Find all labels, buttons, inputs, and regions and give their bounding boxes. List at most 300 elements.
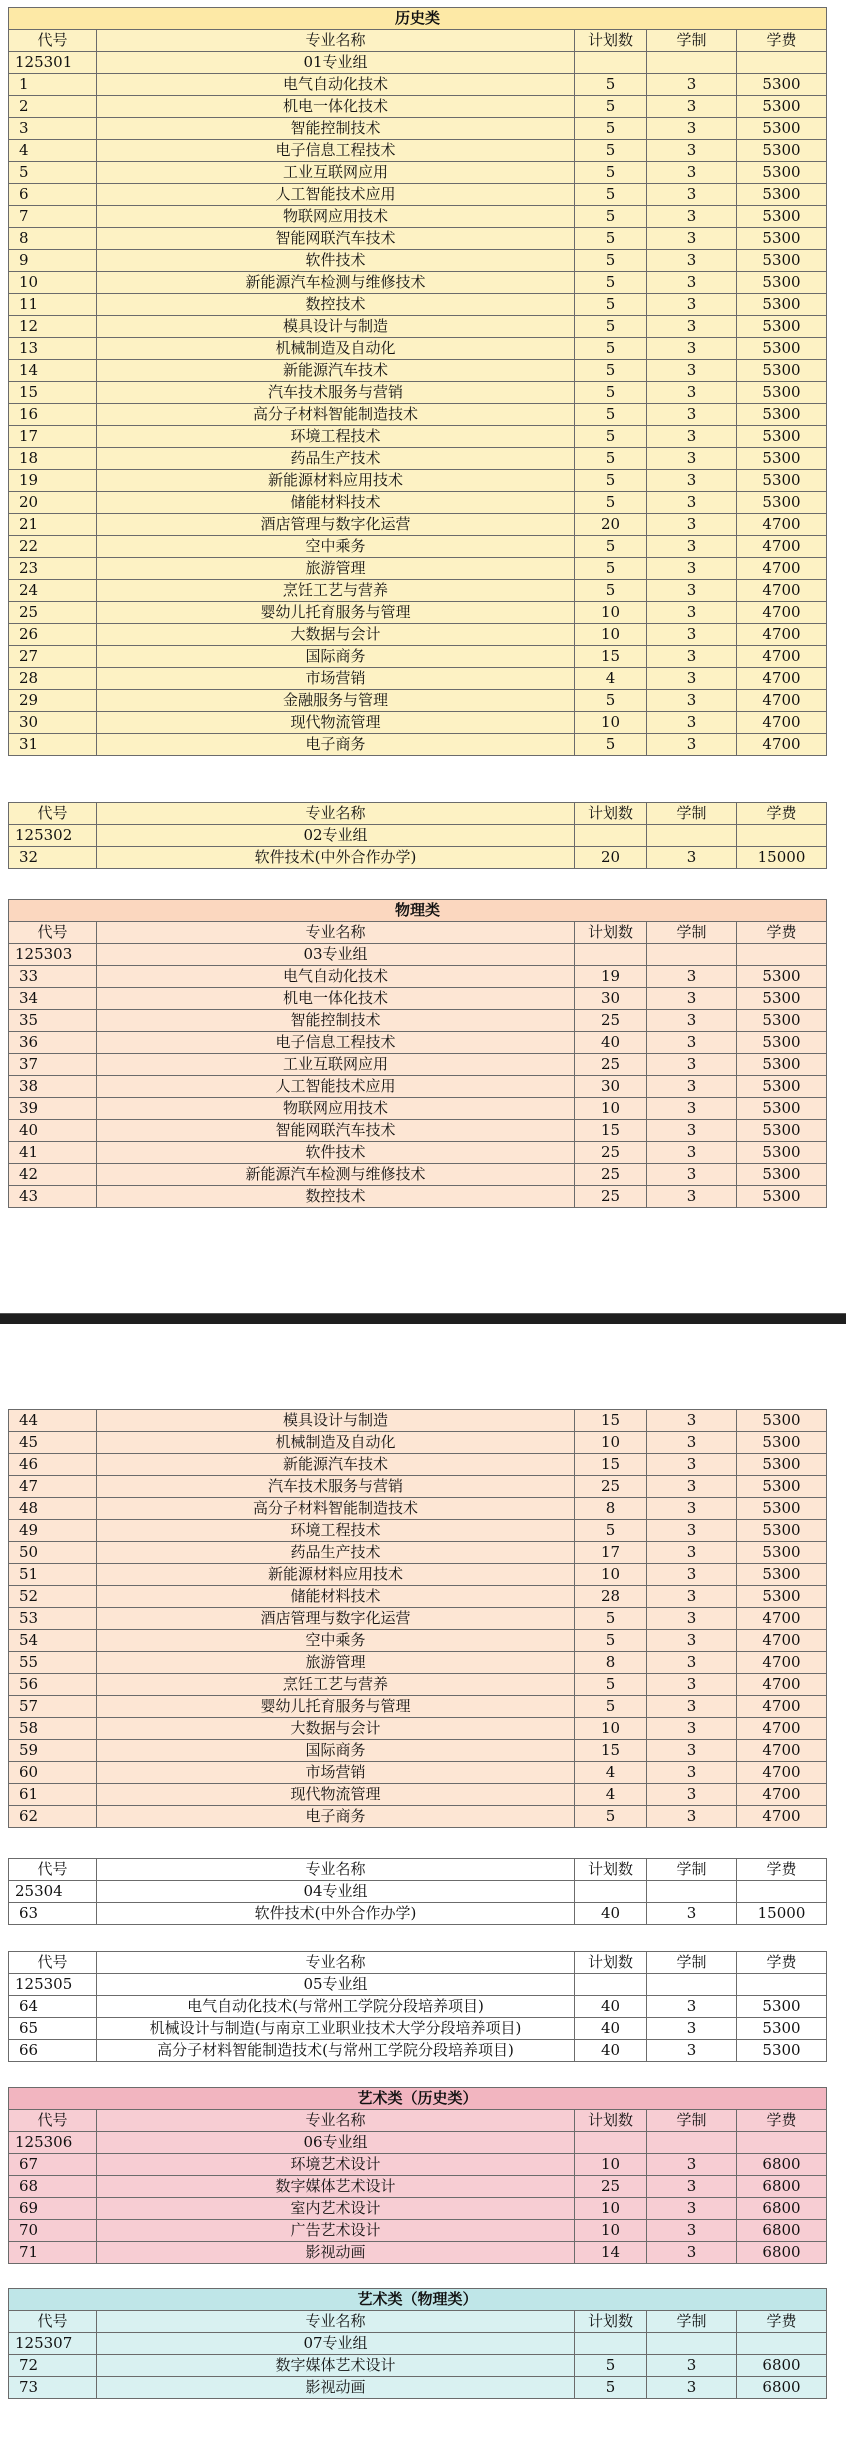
row-years: 3 <box>647 1564 737 1586</box>
row-fee: 5300 <box>737 118 827 140</box>
group-row <box>9 944 827 966</box>
row-fee: 5300 <box>737 1564 827 1586</box>
row-fee: 5300 <box>737 1098 827 1120</box>
row-plan: 10 <box>575 2220 647 2242</box>
table-row <box>9 1432 827 1454</box>
row-years: 3 <box>647 1410 737 1432</box>
row-major: 电子商务 <box>97 734 575 756</box>
table-row <box>9 1054 827 1076</box>
row-plan: 5 <box>575 228 647 250</box>
row-plan: 10 <box>575 712 647 734</box>
row-plan: 30 <box>575 988 647 1010</box>
row-code: 65 <box>9 2018 97 2040</box>
header-row <box>9 2311 827 2333</box>
row-plan: 17 <box>575 1542 647 1564</box>
row-major: 电气自动化技术 <box>97 74 575 96</box>
header-years: 学制 <box>647 1952 737 1974</box>
group-code: 25304 <box>9 1881 97 1903</box>
row-fee: 5300 <box>737 1586 827 1608</box>
row-plan: 5 <box>575 2377 647 2399</box>
row-fee: 5300 <box>737 382 827 404</box>
row-fee: 5300 <box>737 1010 827 1032</box>
row-years: 3 <box>647 2220 737 2242</box>
row-major: 智能控制技术 <box>97 1010 575 1032</box>
section-art-physics <box>8 2288 826 2399</box>
row-plan: 10 <box>575 602 647 624</box>
row-major: 汽车技术服务与营销 <box>97 382 575 404</box>
row-code: 15 <box>9 382 97 404</box>
section-title: 艺术类（物理类） <box>9 2289 827 2311</box>
page-break-divider <box>0 1313 846 1324</box>
row-years: 3 <box>647 2377 737 2399</box>
group-name: 02专业组 <box>97 825 575 847</box>
row-years: 3 <box>647 2176 737 2198</box>
group-row <box>9 2132 827 2154</box>
table-row <box>9 382 827 404</box>
table-row <box>9 1010 827 1032</box>
row-code: 29 <box>9 690 97 712</box>
group-name: 06专业组 <box>97 2132 575 2154</box>
row-fee: 5300 <box>737 250 827 272</box>
row-fee: 5300 <box>737 988 827 1010</box>
row-code: 16 <box>9 404 97 426</box>
table-row <box>9 1476 827 1498</box>
row-plan: 5 <box>575 470 647 492</box>
row-plan: 5 <box>575 734 647 756</box>
row-code: 23 <box>9 558 97 580</box>
row-plan: 8 <box>575 1652 647 1674</box>
row-plan: 10 <box>575 1564 647 1586</box>
table-row <box>9 646 827 668</box>
row-major: 智能控制技术 <box>97 118 575 140</box>
row-major: 旅游管理 <box>97 1652 575 1674</box>
table-row <box>9 1696 827 1718</box>
row-fee: 5300 <box>737 162 827 184</box>
row-years: 3 <box>647 558 737 580</box>
row-plan: 25 <box>575 2176 647 2198</box>
row-major: 高分子材料智能制造技术 <box>97 1498 575 1520</box>
row-plan: 15 <box>575 1410 647 1432</box>
row-code: 10 <box>9 272 97 294</box>
row-fee: 5300 <box>737 140 827 162</box>
row-years: 3 <box>647 338 737 360</box>
group-row <box>9 1881 827 1903</box>
group-row <box>9 2333 827 2355</box>
row-major: 数字媒体艺术设计 <box>97 2176 575 2198</box>
row-plan: 5 <box>575 1630 647 1652</box>
row-major: 影视动画 <box>97 2242 575 2264</box>
row-code: 26 <box>9 624 97 646</box>
table-row <box>9 492 827 514</box>
row-major: 国际商务 <box>97 646 575 668</box>
header-row <box>9 1859 827 1881</box>
table-row <box>9 1076 827 1098</box>
row-years: 3 <box>647 316 737 338</box>
row-years: 3 <box>647 1476 737 1498</box>
row-years: 3 <box>647 668 737 690</box>
row-code: 50 <box>9 1542 97 1564</box>
section-art-history <box>8 2087 826 2264</box>
row-fee: 4700 <box>737 1630 827 1652</box>
row-years: 3 <box>647 1432 737 1454</box>
table-row <box>9 712 827 734</box>
group-code: 125302 <box>9 825 97 847</box>
row-major: 室内艺术设计 <box>97 2198 575 2220</box>
table-row <box>9 2198 827 2220</box>
row-years: 3 <box>647 1164 737 1186</box>
row-fee: 5300 <box>737 360 827 382</box>
row-code: 11 <box>9 294 97 316</box>
table-row <box>9 1718 827 1740</box>
header-years: 学制 <box>647 803 737 825</box>
row-years: 3 <box>647 272 737 294</box>
row-major: 酒店管理与数字化运营 <box>97 514 575 536</box>
row-fee: 5300 <box>737 1410 827 1432</box>
row-plan: 10 <box>575 1098 647 1120</box>
row-plan: 5 <box>575 1608 647 1630</box>
table-row <box>9 140 827 162</box>
header-code: 代号 <box>9 2311 97 2333</box>
table-physics-continued <box>8 1409 827 1828</box>
row-plan: 40 <box>575 1996 647 2018</box>
row-years: 3 <box>647 184 737 206</box>
row-fee: 5300 <box>737 2040 827 2062</box>
row-years: 3 <box>647 690 737 712</box>
row-plan: 10 <box>575 2154 647 2176</box>
row-fee: 4700 <box>737 1674 827 1696</box>
group-code: 125301 <box>9 52 97 74</box>
row-major: 药品生产技术 <box>97 448 575 470</box>
row-years: 3 <box>647 1098 737 1120</box>
row-major: 市场营销 <box>97 668 575 690</box>
section-title: 物理类 <box>9 900 827 922</box>
table-history <box>8 7 827 756</box>
header-fee: 学费 <box>737 1859 827 1881</box>
row-plan: 5 <box>575 536 647 558</box>
table-row <box>9 184 827 206</box>
row-code: 38 <box>9 1076 97 1098</box>
row-plan: 4 <box>575 1784 647 1806</box>
row-code: 22 <box>9 536 97 558</box>
row-plan: 19 <box>575 966 647 988</box>
header-plan: 计划数 <box>575 1859 647 1881</box>
row-major: 新能源汽车检测与维修技术 <box>97 1164 575 1186</box>
row-plan: 5 <box>575 140 647 162</box>
header-code: 代号 <box>9 30 97 52</box>
row-major: 人工智能技术应用 <box>97 184 575 206</box>
group-row <box>9 825 827 847</box>
row-code: 33 <box>9 966 97 988</box>
group-code: 125303 <box>9 944 97 966</box>
row-code: 67 <box>9 2154 97 2176</box>
row-major: 新能源材料应用技术 <box>97 470 575 492</box>
table-row <box>9 1120 827 1142</box>
row-code: 39 <box>9 1098 97 1120</box>
row-years: 3 <box>647 1608 737 1630</box>
row-fee: 4700 <box>737 712 827 734</box>
row-years: 3 <box>647 624 737 646</box>
row-years: 3 <box>647 404 737 426</box>
row-code: 46 <box>9 1454 97 1476</box>
row-major: 烹饪工艺与营养 <box>97 580 575 602</box>
row-years: 3 <box>647 712 737 734</box>
row-fee: 5300 <box>737 1032 827 1054</box>
row-fee: 4700 <box>737 1696 827 1718</box>
row-years: 3 <box>647 1652 737 1674</box>
row-fee: 4700 <box>737 1718 827 1740</box>
row-fee: 4700 <box>737 536 827 558</box>
row-major: 新能源汽车技术 <box>97 360 575 382</box>
table-row <box>9 1784 827 1806</box>
table-row <box>9 1410 827 1432</box>
row-plan: 10 <box>575 2198 647 2220</box>
table-row <box>9 1164 827 1186</box>
row-plan: 4 <box>575 668 647 690</box>
table-row <box>9 294 827 316</box>
row-years: 3 <box>647 734 737 756</box>
row-years: 3 <box>647 1032 737 1054</box>
row-fee: 6800 <box>737 2242 827 2264</box>
row-years: 3 <box>647 1696 737 1718</box>
row-fee: 4700 <box>737 558 827 580</box>
row-plan: 8 <box>575 1498 647 1520</box>
table-row <box>9 316 827 338</box>
row-major: 软件技术 <box>97 250 575 272</box>
section-group-05 <box>8 1951 826 2062</box>
row-plan: 15 <box>575 1120 647 1142</box>
table-row <box>9 1674 827 1696</box>
row-fee: 5300 <box>737 1996 827 2018</box>
row-fee: 5300 <box>737 1164 827 1186</box>
table-row <box>9 2154 827 2176</box>
row-code: 2 <box>9 96 97 118</box>
header-major: 专业名称 <box>97 1952 575 1974</box>
row-code: 21 <box>9 514 97 536</box>
row-years: 3 <box>647 2355 737 2377</box>
row-code: 28 <box>9 668 97 690</box>
row-fee: 4700 <box>737 734 827 756</box>
row-major: 环境艺术设计 <box>97 2154 575 2176</box>
row-major: 旅游管理 <box>97 558 575 580</box>
row-plan: 5 <box>575 382 647 404</box>
row-fee: 6800 <box>737 2198 827 2220</box>
row-code: 41 <box>9 1142 97 1164</box>
group-row <box>9 52 827 74</box>
row-major: 环境工程技术 <box>97 426 575 448</box>
row-years: 3 <box>647 492 737 514</box>
header-fee: 学费 <box>737 1952 827 1974</box>
header-years: 学制 <box>647 30 737 52</box>
row-major: 影视动画 <box>97 2377 575 2399</box>
row-years: 3 <box>647 1630 737 1652</box>
row-plan: 5 <box>575 1696 647 1718</box>
row-plan: 5 <box>575 184 647 206</box>
row-plan: 15 <box>575 1454 647 1476</box>
table-art-physics <box>8 2288 827 2399</box>
table-row <box>9 602 827 624</box>
table-row <box>9 2242 827 2264</box>
table-row <box>9 404 827 426</box>
row-fee: 5300 <box>737 1054 827 1076</box>
table-row <box>9 558 827 580</box>
table-row <box>9 206 827 228</box>
row-major: 电子信息工程技术 <box>97 140 575 162</box>
table-row <box>9 2377 827 2399</box>
row-fee: 5300 <box>737 272 827 294</box>
row-years: 3 <box>647 1718 737 1740</box>
table-row <box>9 1740 827 1762</box>
table-row <box>9 1608 827 1630</box>
row-major: 储能材料技术 <box>97 492 575 514</box>
row-major: 物联网应用技术 <box>97 206 575 228</box>
row-years: 3 <box>647 2018 737 2040</box>
section-title-row <box>9 8 827 30</box>
row-plan: 5 <box>575 2355 647 2377</box>
header-row <box>9 803 827 825</box>
row-fee: 15000 <box>737 847 827 869</box>
row-fee: 5300 <box>737 1432 827 1454</box>
row-fee: 5300 <box>737 448 827 470</box>
header-code: 代号 <box>9 922 97 944</box>
row-code: 9 <box>9 250 97 272</box>
row-plan: 5 <box>575 492 647 514</box>
group-code: 125307 <box>9 2333 97 2355</box>
row-major: 高分子材料智能制造技术 <box>97 404 575 426</box>
row-years: 3 <box>647 646 737 668</box>
row-code: 48 <box>9 1498 97 1520</box>
row-code: 4 <box>9 140 97 162</box>
row-plan: 25 <box>575 1142 647 1164</box>
section-group-04 <box>8 1858 826 1925</box>
header-row <box>9 2110 827 2132</box>
row-plan: 25 <box>575 1054 647 1076</box>
row-fee: 6800 <box>737 2355 827 2377</box>
section-physics <box>8 899 826 1208</box>
row-code: 30 <box>9 712 97 734</box>
row-plan: 5 <box>575 316 647 338</box>
row-major: 国际商务 <box>97 1740 575 1762</box>
row-plan: 25 <box>575 1010 647 1032</box>
row-years: 3 <box>647 140 737 162</box>
table-row <box>9 118 827 140</box>
header-major: 专业名称 <box>97 2110 575 2132</box>
row-fee: 6800 <box>737 2154 827 2176</box>
table-row <box>9 2040 827 2062</box>
table-row <box>9 250 827 272</box>
row-code: 54 <box>9 1630 97 1652</box>
row-code: 18 <box>9 448 97 470</box>
table-row <box>9 470 827 492</box>
row-years: 3 <box>647 1454 737 1476</box>
header-major: 专业名称 <box>97 2311 575 2333</box>
row-major: 软件技术(中外合作办学) <box>97 847 575 869</box>
row-code: 31 <box>9 734 97 756</box>
row-plan: 5 <box>575 1674 647 1696</box>
table-row <box>9 514 827 536</box>
row-fee: 15000 <box>737 1903 827 1925</box>
table-row <box>9 624 827 646</box>
group-name: 04专业组 <box>97 1881 575 1903</box>
row-major: 大数据与会计 <box>97 1718 575 1740</box>
row-fee: 4700 <box>737 1784 827 1806</box>
row-major: 人工智能技术应用 <box>97 1076 575 1098</box>
table-row <box>9 580 827 602</box>
row-plan: 5 <box>575 1806 647 1828</box>
header-major: 专业名称 <box>97 803 575 825</box>
row-major: 电子信息工程技术 <box>97 1032 575 1054</box>
row-fee: 4700 <box>737 1608 827 1630</box>
table-row <box>9 74 827 96</box>
header-fee: 学费 <box>737 30 827 52</box>
row-code: 44 <box>9 1410 97 1432</box>
table-row <box>9 1098 827 1120</box>
group-row <box>9 1974 827 1996</box>
row-major: 机械制造及自动化 <box>97 338 575 360</box>
section-title-row <box>9 2289 827 2311</box>
row-major: 工业互联网应用 <box>97 1054 575 1076</box>
row-years: 3 <box>647 426 737 448</box>
row-plan: 5 <box>575 426 647 448</box>
row-fee: 4700 <box>737 1762 827 1784</box>
row-code: 60 <box>9 1762 97 1784</box>
row-major: 数控技术 <box>97 294 575 316</box>
row-fee: 5300 <box>737 1542 827 1564</box>
row-code: 63 <box>9 1903 97 1925</box>
row-years: 3 <box>647 74 737 96</box>
row-code: 20 <box>9 492 97 514</box>
header-plan: 计划数 <box>575 803 647 825</box>
table-row <box>9 2220 827 2242</box>
table-row <box>9 1454 827 1476</box>
table-row <box>9 272 827 294</box>
row-fee: 5300 <box>737 294 827 316</box>
row-code: 35 <box>9 1010 97 1032</box>
table-row <box>9 162 827 184</box>
group-name: 07专业组 <box>97 2333 575 2355</box>
section-physics-continued <box>8 1409 826 1828</box>
row-plan: 10 <box>575 1432 647 1454</box>
row-code: 62 <box>9 1806 97 1828</box>
table-row <box>9 360 827 382</box>
row-plan: 40 <box>575 2018 647 2040</box>
row-major: 储能材料技术 <box>97 1586 575 1608</box>
row-fee: 5300 <box>737 966 827 988</box>
row-major: 大数据与会计 <box>97 624 575 646</box>
row-major: 药品生产技术 <box>97 1542 575 1564</box>
row-years: 3 <box>647 2198 737 2220</box>
row-plan: 5 <box>575 272 647 294</box>
section-history <box>8 7 826 756</box>
row-plan: 5 <box>575 338 647 360</box>
row-major: 汽车技术服务与营销 <box>97 1476 575 1498</box>
row-fee: 4700 <box>737 646 827 668</box>
row-code: 64 <box>9 1996 97 2018</box>
row-code: 61 <box>9 1784 97 1806</box>
row-plan: 5 <box>575 690 647 712</box>
row-major: 物联网应用技术 <box>97 1098 575 1120</box>
row-plan: 5 <box>575 580 647 602</box>
row-years: 3 <box>647 1903 737 1925</box>
header-fee: 学费 <box>737 2311 827 2333</box>
group-name: 05专业组 <box>97 1974 575 1996</box>
row-code: 24 <box>9 580 97 602</box>
row-major: 数字媒体艺术设计 <box>97 2355 575 2377</box>
row-plan: 20 <box>575 514 647 536</box>
table-row <box>9 448 827 470</box>
row-fee: 4700 <box>737 514 827 536</box>
table-row <box>9 734 827 756</box>
table-row <box>9 426 827 448</box>
